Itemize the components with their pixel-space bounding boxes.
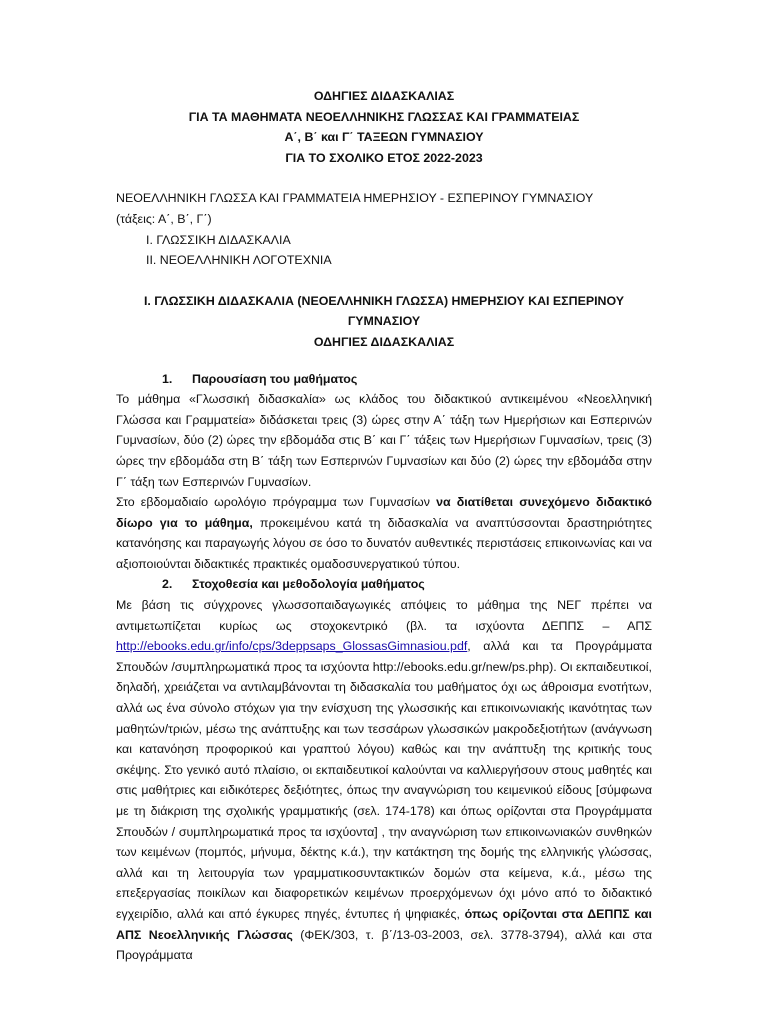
- section-title-line-2: ΓΥΜΝΑΣΙΟΥ: [347, 314, 421, 329]
- header-line-4: ΓΙΑ ΤΟ ΣΧΟΛΙΚΟ ΕΤΟΣ 2022-2023: [285, 150, 483, 165]
- intro-item-1: I. ΓΛΩΣΣΙΚΗ ΔΙΔΑΣΚΑΛΙΑ: [146, 232, 291, 247]
- paragraph-2: [116, 492, 652, 574]
- header-line-3: Α΄, Β΄ και Γ΄ ΤΑΞΕΩΝ ΓΥΜΝΑΣΙΟΥ: [284, 130, 484, 145]
- section-title-line-1: I. ΓΛΩΣΣΙΚΗ ΔΙΔΑΣΚΑΛΙΑ (ΝΕΟΕΛΛΗΝΙΚΗ ΓΛΩΣΣΑ) ΗΜΕΡΗΣΙΟΥ ΚΑΙ ΕΣΠΕΡΙΝΟΥ: [143, 293, 625, 308]
- paragraph-2-a: Στο εβδομαδιαίο ωρολόγιο πρόγραμμα των Γυμνασίων: [116, 495, 437, 510]
- paragraph-3-bold: όπως ορίζονται στα ΔΕΠΠΣ και ΑΠΣ Νεοελληνικής Γλώσσας: [116, 906, 652, 942]
- heading-2-number: 2.: [162, 577, 173, 592]
- intro-block: [116, 188, 652, 270]
- section-title-line-3: ΟΔΗΓΙΕΣ ΔΙΔΑΣΚΑΛΙΑΣ: [313, 334, 455, 349]
- paragraph-2-c: προκειμένου κατά τη διδασκαλία να αναπτύσσονται δραστηριότητες κατανόησης και παραγωγής λόγου σε όσο το δυνατόν αυθεντικές περιστάσεις επικοινωνίας και να αξιοποιούνται διδακτικές πρακτικές ομαδοσυνεργατικού τύπου.: [116, 515, 652, 571]
- intro-item-2: II. ΝΕΟΕΛΛΗΝΙΚΗ ΛΟΓΟΤΕΧΝΙΑ: [146, 253, 332, 268]
- heading-2-text: Στοχοθεσία και μεθοδολογία μαθήματος: [192, 577, 425, 592]
- paragraph-3-a: Με βάση τις σύγχρονες γλωσσοπαιδαγωγικές απόψεις το μάθημα της ΝΕΓ πρέπει να αντιμετωπίζεται κυρίως ως στοχοκεντρικό (βλ. τα ισχύοντα ΔΕΠΠΣ – ΑΠΣ: [116, 598, 652, 633]
- heading-1-number: 1.: [162, 371, 173, 386]
- document-header: [116, 86, 652, 168]
- section-title: [116, 291, 652, 353]
- paragraph-1: Το μάθημα «Γλωσσική διδασκαλία» ως κλάδος του διδακτικού αντικειμένου «Νεοελληνική Γλώσσα και Γραμματεία» διδάσκεται τρεις (3) ώρες στην Α΄ τάξη των Ημερήσιων και Εσπερινών Γυμνασίων, δύο (2) ώρες την εβδομάδα στις Β΄ και Γ΄ τάξεις των Ημερήσιων Γυμνασίων, τρεις (3) ώρες την εβδομάδα στη Β΄ τάξη των Εσπερινών Γυμνασίων και δύο (2) ώρες την εβδομάδα στην Γ΄ τάξη των Εσπερινών Γυμνασίων.: [116, 392, 652, 489]
- paragraph-3: [116, 595, 652, 966]
- header-line-2: ΓΙΑ ΤΑ ΜΑΘΗΜΑΤΑ ΝΕΟΕΛΛΗΝΙΚΗΣ ΓΛΩΣΣΑΣ ΚΑΙ ΓΡΑΜΜΑΤΕΙΑΣ: [188, 109, 580, 124]
- paragraph-2-bold: να διατίθεται συνεχόμενο διδακτικό δίωρο για το μάθημα,: [116, 495, 652, 530]
- document-page: [116, 86, 652, 966]
- intro-subject: ΝΕΟΕΛΛΗΝΙΚΗ ΓΛΩΣΣΑ ΚΑΙ ΓΡΑΜΜΑΤΕΙΑ ΗΜΕΡΗΣΙΟΥ - ΕΣΠΕΡΙΝΟΥ ΓΥΜΝΑΣΙΟΥ: [116, 191, 594, 206]
- paragraph-3-b: , αλλά και τα Προγράμματα Σπουδών /συμπληρωματικά προς τα ισχύοντα http://ebooks.edu.gr/new/ps.php). Οι εκπαιδευτικοί, δηλαδή, χρειάζεται να αντιλαμβάνονται τη διδασκαλία του μαθήματος όχι ως άθροισμα ενοτήτων, αλλά ως ένα σύνολο στόχων για την ενίσχυση της γλωσσικής και επικοινωνιακής ικανότητας των μαθητών/τριών, μέσω της ανάπτυξης και των τεσσάρων γλωσσικών μακροδεξιοτήτων (ανάγνωση και κατανόηση προφορικού και γραπτού λόγου) καθώς και την ανάπτυξη της κριτικής τους σκέψης. Στο γενικό αυτό πλαίσιο, οι εκπαιδευτικοί καλούνται να καλλιεργήσουν στους μαθητές και στις μαθήτριες και ειδικότερες δεξιότητες, όπως την αναγνώριση του κειμενικού είδους [σύμφωνα με τη διάκριση της σχολικής γραμματικής (σελ. 174-178) και όπως ορίζονται στα Προγράμματα Σπουδών / συμπληρωματικά προς τα ισχύοντα] , την αναγνώριση των επικοινωνιακών συνθηκών των κειμένων (πομπός, μήνυμα, δέκτης κ.ά.), την κατάκτηση της δομής της ελληνικής γλώσσας, αλλά και τη λειτουργία των γραμματικοσυντακτικών δομών στα κείμενα, κ.ά., μέσω της επεξεργασίας ποικίλων και διαφορετικών κειμένων προερχόμενων όχι μόνο από το διδακτικό εγχειρίδιο, αλλά και από έγκυρες πηγές, έντυπες ή ψηφιακές,: [116, 639, 652, 921]
- paragraph-3-c: (ΦΕΚ/303, τ. β΄/13-03-2003, σελ. 3778-3794), αλλά και στα Προγράμματα: [116, 927, 652, 963]
- heading-2: [116, 574, 652, 595]
- heading-1-text: Παρουσίαση του μαθήματος: [192, 371, 358, 386]
- curriculum-link[interactable]: http://ebooks.edu.gr/info/cps/3deppsaps_GlossasGimnasiou.pdf: [116, 639, 468, 654]
- intro-classes: (τάξεις: Α΄, Β΄, Γ΄): [116, 211, 212, 226]
- heading-1: [116, 369, 652, 390]
- header-line-1: ΟΔΗΓΙΕΣ ΔΙΔΑΣΚΑΛΙΑΣ: [313, 89, 455, 103]
